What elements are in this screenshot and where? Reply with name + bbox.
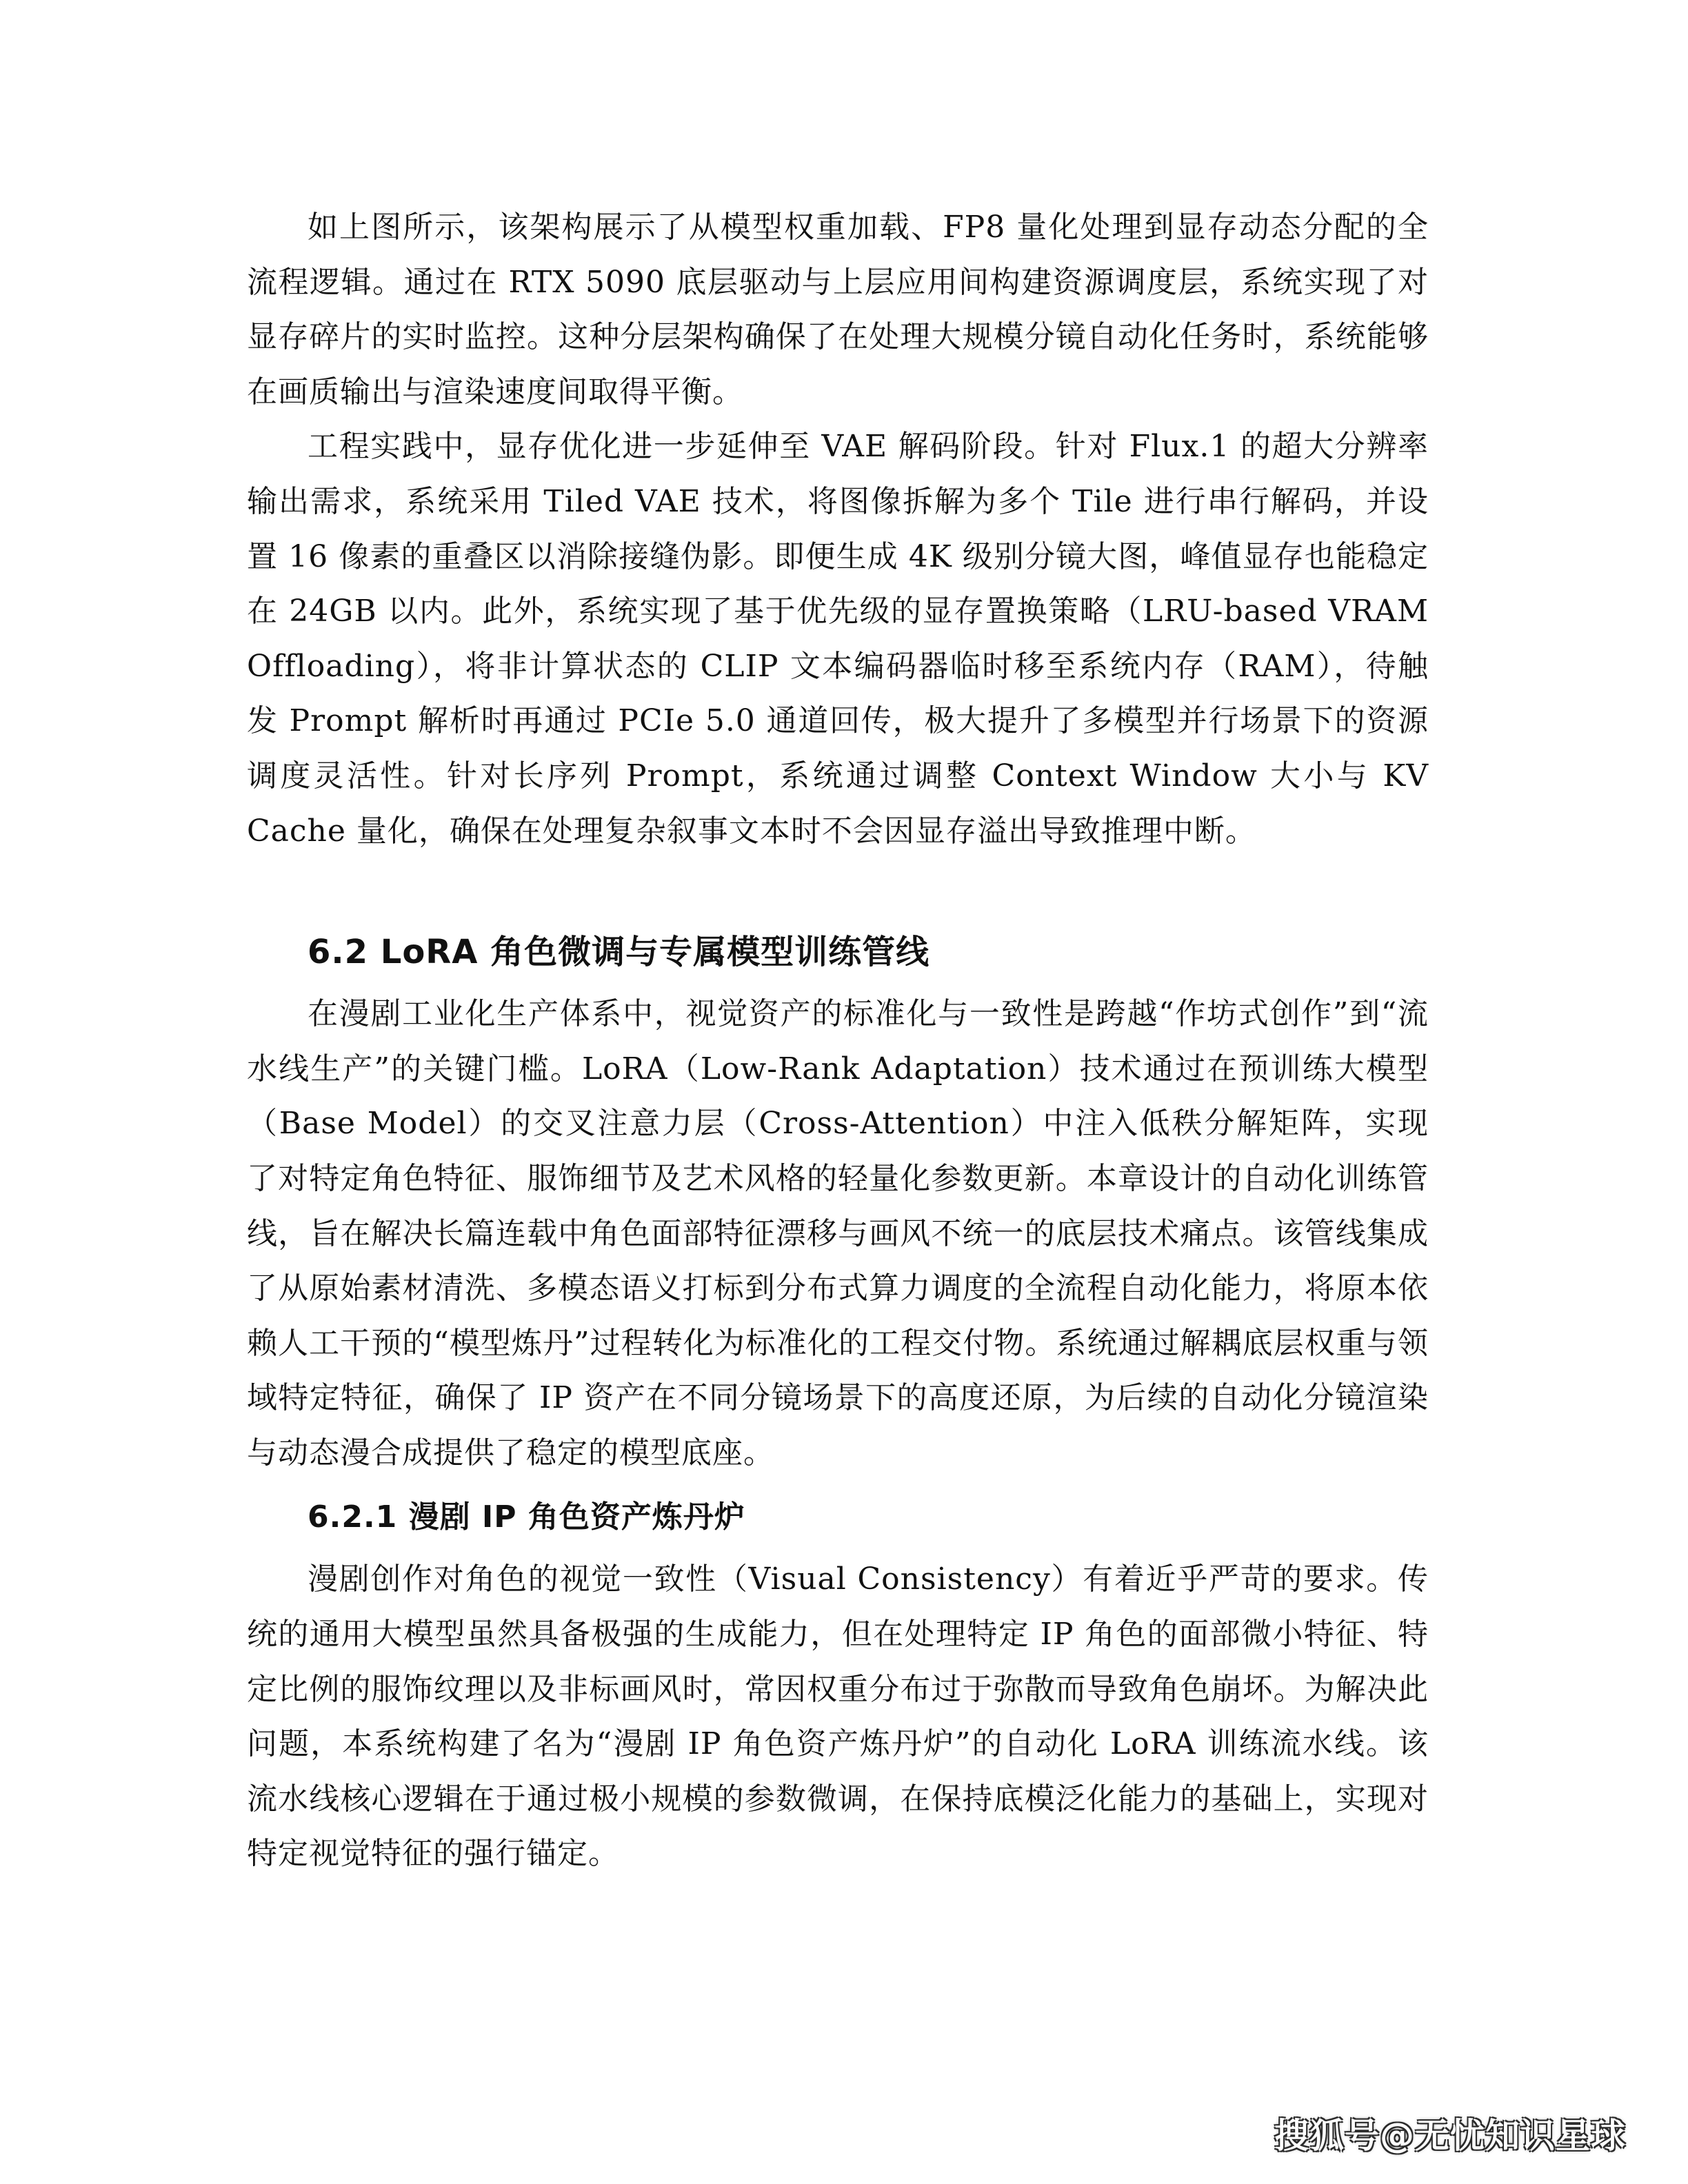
paragraph-lora-pipeline: 在漫剧工业化生产体系中，视觉资产的标准化与一致性是跨越“作坊式创作”到“流水线生产”的关键门槛。LoRA（Low-Rank Adaptation）技术通过在预训练大模型（Base Model）的交叉注意力层（Cross-Attention）中注入低秩分解矩阵，实现了对特定角色特征、服饰细节及艺术风格的轻量化参数更新。本章设计的自动化训练管线，旨在解决长篇连载中角色面部特征漂移与画风不统一的底层技术痛点。该管线集成了从原始素材清洗、多模态语义打标到分布式算力调度的全流程自动化能力，将原本依赖人工干预的“模型炼丹”过程转化为标准化的工程交付物。系统通过解耦底层权重与领域特定特征，确保了 IP 资产在不同分镜场景下的高度还原，为后续的自动化分镜渲染与动态漫合成提供了稳定的模型底座。 [247,996,1429,1470]
subsection-heading-6-2-1: 6.2.1 漫剧 IP 角色资产炼丹炉 [308,1499,745,1535]
paragraph-architecture-summary: 如上图所示，该架构展示了从模型权重加载、FP8 量化处理到显存动态分配的全流程逻辑。通过在 RTX 5090 底层驱动与上层应用间构建资源调度层，系统实现了对显存碎片的实时监控。这种分层架构确保了在处理大规模分镜自动化任务时，系统能够在画质输出与渲染速度间取得平衡。 [247,210,1429,410]
section-heading-6-2: 6.2 LoRA 角色微调与专属模型训练管线 [308,933,930,972]
paragraph-ip-character-forge: 漫剧创作对角色的视觉一致性（Visual Consistency）有着近乎严苛的要求。传统的通用大模型虽然具备极强的生成能力，但在处理特定 IP 角色的面部微小特征、特定比例的服饰纹理以及非标画风时，常因权重分布过于弥散而导致角色崩坏。为解决此问题，本系统构建了名为“漫剧 IP 角色资产炼丹炉”的自动化 LoRA 训练流水线。该流水线核心逻辑在于通过极小规模的参数微调，在保持底模泛化能力的基础上，实现对特定视觉特征的强行锚定。 [247,1561,1429,1872]
watermark-text: 搜狐号@无忧知识星球 [1274,2116,1626,2156]
document-page [247,200,1429,1881]
paragraph-vram-optimization: 工程实践中，显存优化进一步延伸至 VAE 解码阶段。针对 Flux.1 的超大分辨率输出需求，系统采用 Tiled VAE 技术，将图像拆解为多个 Tile 进行串行解码，并设置 16 像素的重叠区以消除接缝伪影。即便生成 4K 级别分镜大图，峰值显存也能稳定在 24GB 以内。此外，系统实现了基于优先级的显存置换策略（LRU-based VRAM Offloading），将非计算状态的 CLIP 文本编码器临时移至系统内存（RAM），待触发 Prompt 解析时再通过 PCIe 5.0 通道回传，极大提升了多模型并行场景下的资源调度灵活性。针对长序列 Prompt，系统通过调整 Context Window 大小与 KV Cache 量化，确保在处理复杂叙事文本时不会因显存溢出导致推理中断。 [247,429,1429,849]
